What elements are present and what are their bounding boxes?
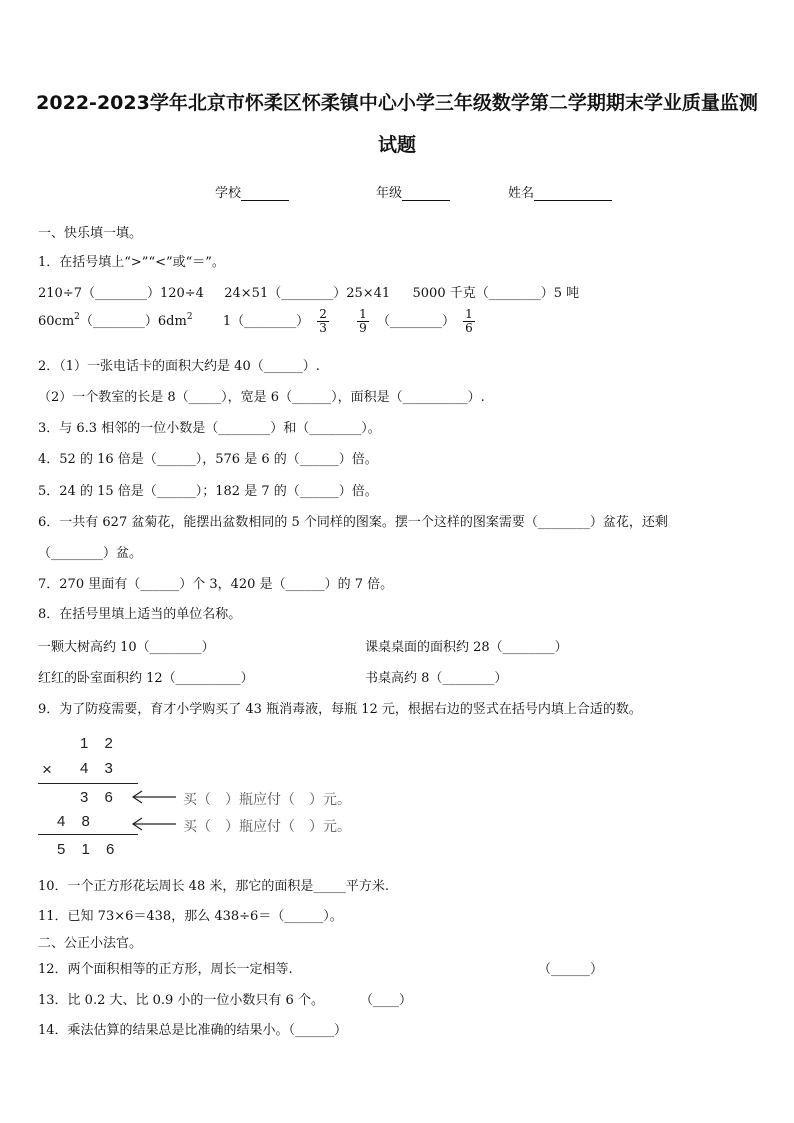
- calc-partial-1: 3 6: [80, 789, 119, 806]
- question-1-item-a: 210÷7（________）120÷4: [38, 286, 204, 301]
- question-3: 3．与 6.3 相邻的一位小数是（________）和（________）。: [38, 421, 381, 436]
- fraction: [463, 308, 475, 335]
- calc-partial-2: 4 8: [57, 813, 96, 830]
- calc-divider: [38, 834, 138, 835]
- arrow-icon: [130, 788, 180, 832]
- question-1-row1: [38, 282, 579, 301]
- question-7: 7．270 里面有（______）个 3，420 是（______）的 7 倍。: [38, 577, 394, 592]
- question-8-b: 课桌桌面的面积约 28（________）: [365, 640, 568, 655]
- fraction: [317, 308, 329, 335]
- page-title: 2022-2023学年北京市怀柔区怀柔镇中心小学三年级数学第二学期期末学业质量监测: [36, 92, 758, 114]
- superscript: 2: [74, 312, 80, 322]
- numerator: 1: [359, 307, 367, 321]
- question-5: 5．24 的 15 倍是（______）；182 是 7 的（______）倍。: [38, 484, 378, 499]
- grade-field[interactable]: [376, 182, 450, 201]
- name-field[interactable]: [508, 182, 612, 201]
- question-1-prompt: 1．在括号填上“>”“<”或“＝”。: [38, 255, 225, 270]
- superscript: 2: [186, 312, 193, 322]
- numerator: 2: [319, 307, 327, 321]
- denominator: 3: [319, 321, 327, 335]
- question-8-c: 红红的卧室面积约 12（__________）: [38, 671, 254, 686]
- question-14: 14．乘法估算的结果总是比准确的结果小。（______）: [38, 1023, 348, 1038]
- question-4: 4．52 的 16 倍是（______），576 是 6 的（______）倍。: [38, 452, 378, 467]
- question-1-item-c: 5000 千克（________）5 吨: [412, 286, 580, 301]
- question-1-item-f: （________）: [376, 314, 455, 329]
- question-8-prompt: 8．在括号里填上适当的单位名称。: [38, 607, 242, 622]
- calc-multiplier: 4 3: [80, 760, 119, 777]
- school-field[interactable]: [215, 182, 289, 201]
- question-2-line1: 2．（1）一张电话卡的面积大约是 40（______）.: [38, 359, 320, 374]
- question-1-row2: [38, 308, 479, 335]
- calc-annotation-1: 买（ ）瓶应付（ ）元。: [183, 792, 351, 808]
- calc-divider: [38, 783, 138, 784]
- denominator: 9: [359, 321, 367, 335]
- times-sign: ×: [42, 760, 52, 779]
- denominator: 6: [465, 321, 473, 335]
- question-9-prompt: 9．为了防疫需要，育才小学购买了 43 瓶消毒液，每瓶 12 元，根据右边的竖式在括号内填上合适的数。: [38, 702, 642, 717]
- question-12: 12．两个面积相等的正方形，周长一定相等.: [38, 962, 293, 977]
- page-title-line2: 试题: [377, 134, 416, 156]
- question-12-answer[interactable]: （______）: [538, 962, 604, 977]
- name-label: 姓名: [508, 186, 535, 201]
- fraction: [357, 308, 369, 335]
- calc-product: 5 1 6: [57, 841, 121, 858]
- question-1-item-b: 24×51（________）25×41: [224, 286, 391, 301]
- section-heading: 一、快乐填一填。: [38, 226, 143, 241]
- question-8-d: 书桌高约 8（________）: [365, 671, 508, 686]
- question-1-item-d-mid: （________）6dm: [79, 314, 187, 329]
- calc-multiplicand: 1 2: [80, 735, 119, 752]
- school-label: 学校: [215, 186, 242, 201]
- calc-annotation-2: 买（ ）瓶应付（ ）元。: [183, 819, 351, 835]
- question-13-answer[interactable]: （____）: [360, 993, 413, 1008]
- question-13: 13．比 0.2 大、比 0.9 小的一位小数只有 6 个。: [38, 993, 324, 1008]
- grade-label: 年级: [376, 186, 403, 201]
- question-1-item-d: 60cm: [38, 314, 75, 329]
- numerator: 1: [465, 307, 473, 321]
- question-11: 11．已知 73×6＝438，那么 438÷6＝（______）。: [38, 909, 343, 924]
- question-10: 10．一个正方形花坛周长 48 米，那它的面积是_____平方米.: [38, 879, 389, 894]
- question-2-line2: （2）一个教室的长是 8（_____），宽是 6（______），面积是（__________）.: [38, 390, 485, 405]
- question-6-line2: （________）盆。: [38, 546, 143, 561]
- section-heading: 二、公正小法官。: [38, 936, 143, 951]
- question-8-a: 一颗大树高约 10（________）: [38, 640, 215, 655]
- question-1-item-e: 1（________）: [222, 314, 310, 329]
- question-6-line1: 6．一共有 627 盆菊花，能摆出盆数相同的 5 个同样的图案。摆一个这样的图案需要（________）盆花，还剩: [38, 515, 668, 530]
